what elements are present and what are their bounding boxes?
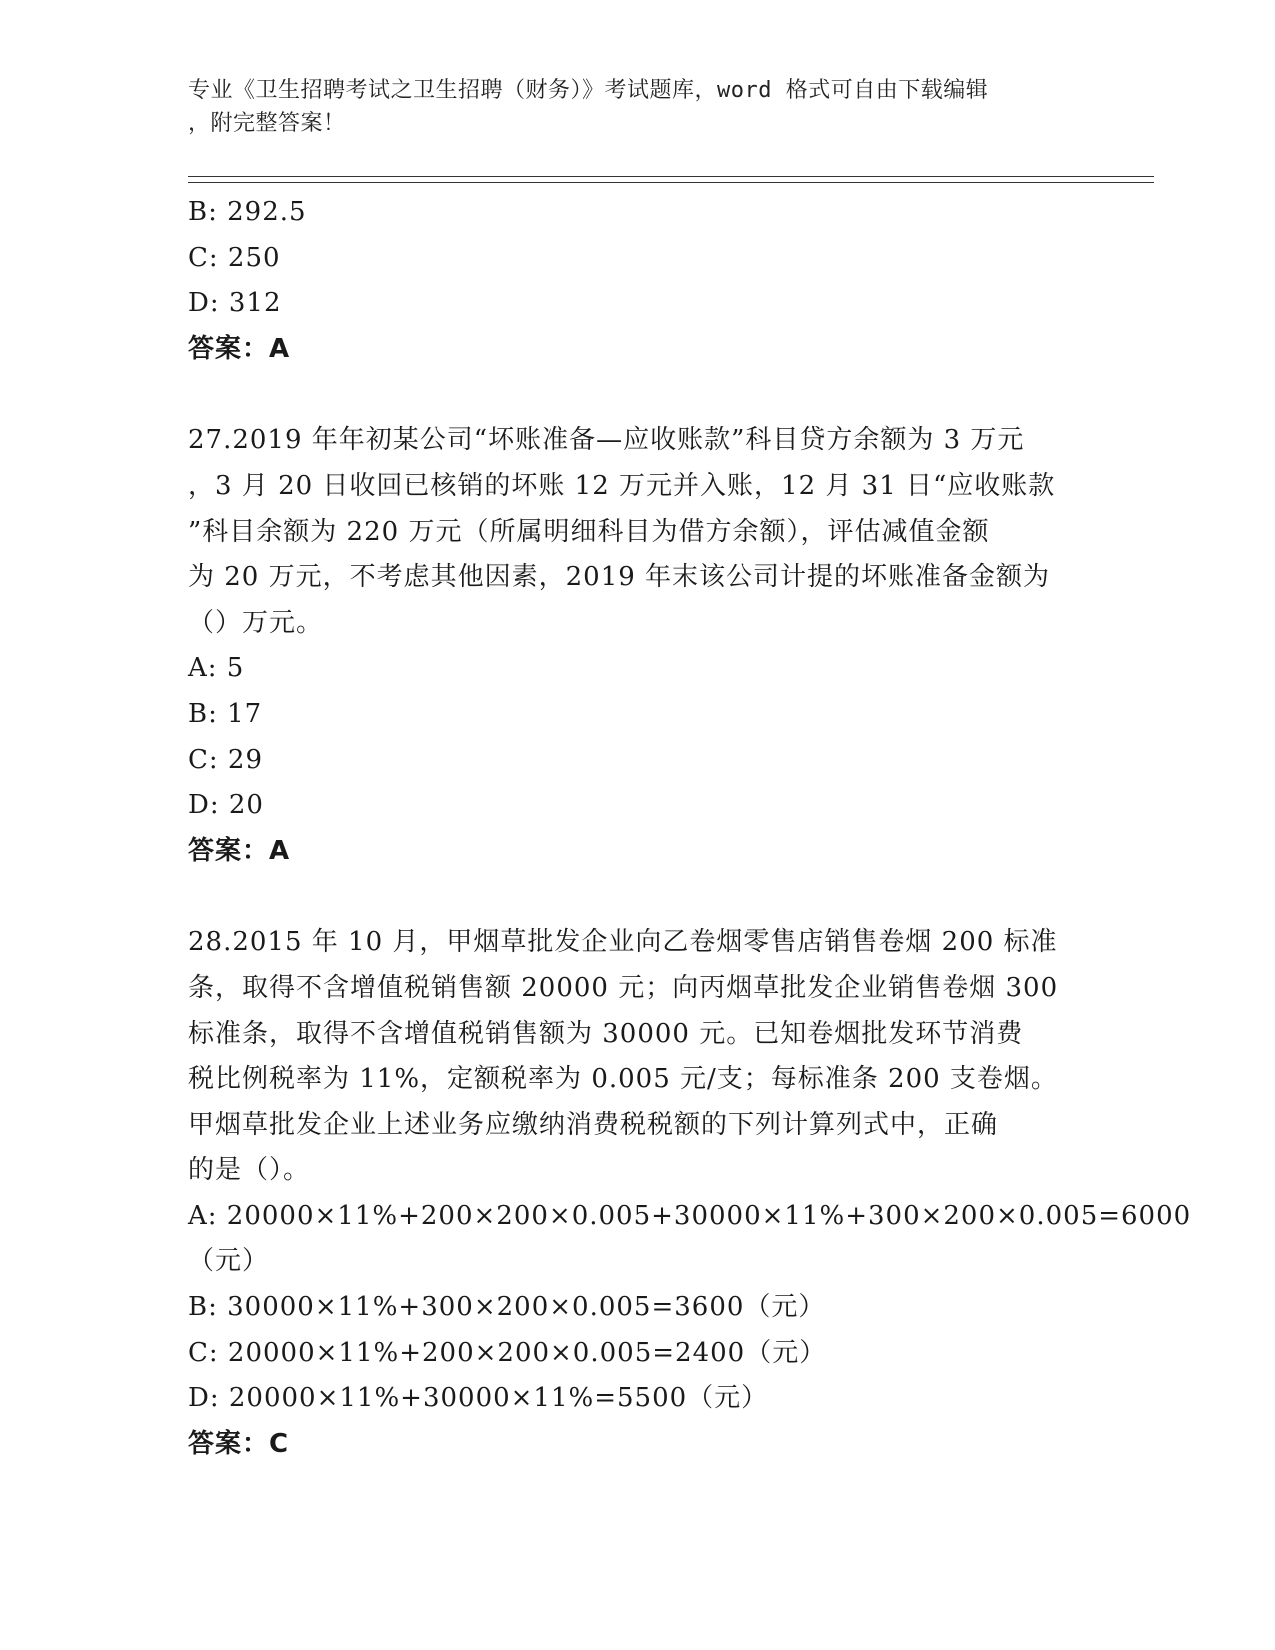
document-header (188, 74, 1088, 140)
answer-label: 答案：A (188, 835, 291, 866)
question-text-line: 甲烟草批发企业上述业务应缴纳消费税税额的下列计算列式中，正确 (188, 1109, 999, 1140)
question-text-line: ，3 月 20 日收回已核销的坏账 12 万元并入账，12 月 31 日“应收账款 (188, 470, 1056, 501)
question-text-line: 27.2019 年年初某公司“坏账准备—应收账款”科目贷方余额为 3 万元 (188, 425, 1025, 456)
option-d: D: 20 (188, 790, 264, 821)
previous-question-tail (188, 190, 1088, 372)
option-c: C: 29 (188, 744, 264, 775)
question-text-line: 28.2015 年 10 月，甲烟草批发企业向乙卷烟零售店销售卷烟 200 标准 (188, 927, 1058, 958)
question-text-line: 为 20 万元，不考虑其他因素，2019 年末该公司计提的坏账准备金额为 (188, 562, 1051, 593)
spacer (188, 874, 1088, 920)
header-line-1: 专业《卫生招聘考试之卫生招聘（财务）》考试题库，word 格式可自由下载编辑 (188, 78, 989, 103)
question-text-line: 条，取得不含增值税销售额 20000 元；向丙烟草批发企业销售卷烟 300 (188, 972, 1059, 1003)
question-text-line: ”科目余额为 220 万元（所属明细科目为借方余额），评估减值金额 (188, 516, 990, 547)
option-c: C: 20000×11%+200×200×0.005=2400（元） (188, 1337, 827, 1368)
header-divider-bottom (188, 182, 1154, 183)
document-body (188, 190, 1192, 1467)
question-28 (188, 920, 1192, 1467)
header-line-2: ，附完整答案！ (188, 111, 346, 136)
question-text-line: 的是（）。 (188, 1155, 311, 1186)
option-a-continuation: （元） (188, 1246, 270, 1277)
option-b: B: 30000×11%+300×200×0.005=3600（元） (188, 1292, 826, 1323)
option-a: A: 5 (188, 653, 245, 684)
option-c: C: 250 (188, 242, 281, 273)
option-b: B: 292.5 (188, 197, 307, 227)
option-d: D: 20000×11%+30000×11%=5500（元） (188, 1383, 769, 1414)
question-text-line: （）万元。 (188, 607, 324, 638)
spacer (188, 372, 1088, 418)
question-text-line: 标准条，取得不含增值税销售额为 30000 元。已知卷烟批发环节消费 (188, 1018, 1024, 1049)
question-text-line: 税比例税率为 11%，定额税率为 0.005 元/支；每标准条 200 支卷烟。 (188, 1064, 1058, 1095)
option-b: B: 17 (188, 698, 263, 729)
question-27 (188, 418, 1088, 874)
option-d: D: 312 (188, 288, 282, 319)
answer-label: 答案：A (188, 333, 291, 364)
option-a: A: 20000×11%+200×200×0.005+30000×11%+300×200×0.005=6000 (188, 1200, 1192, 1231)
header-divider-top (188, 176, 1154, 177)
answer-label: 答案：C (188, 1428, 290, 1459)
